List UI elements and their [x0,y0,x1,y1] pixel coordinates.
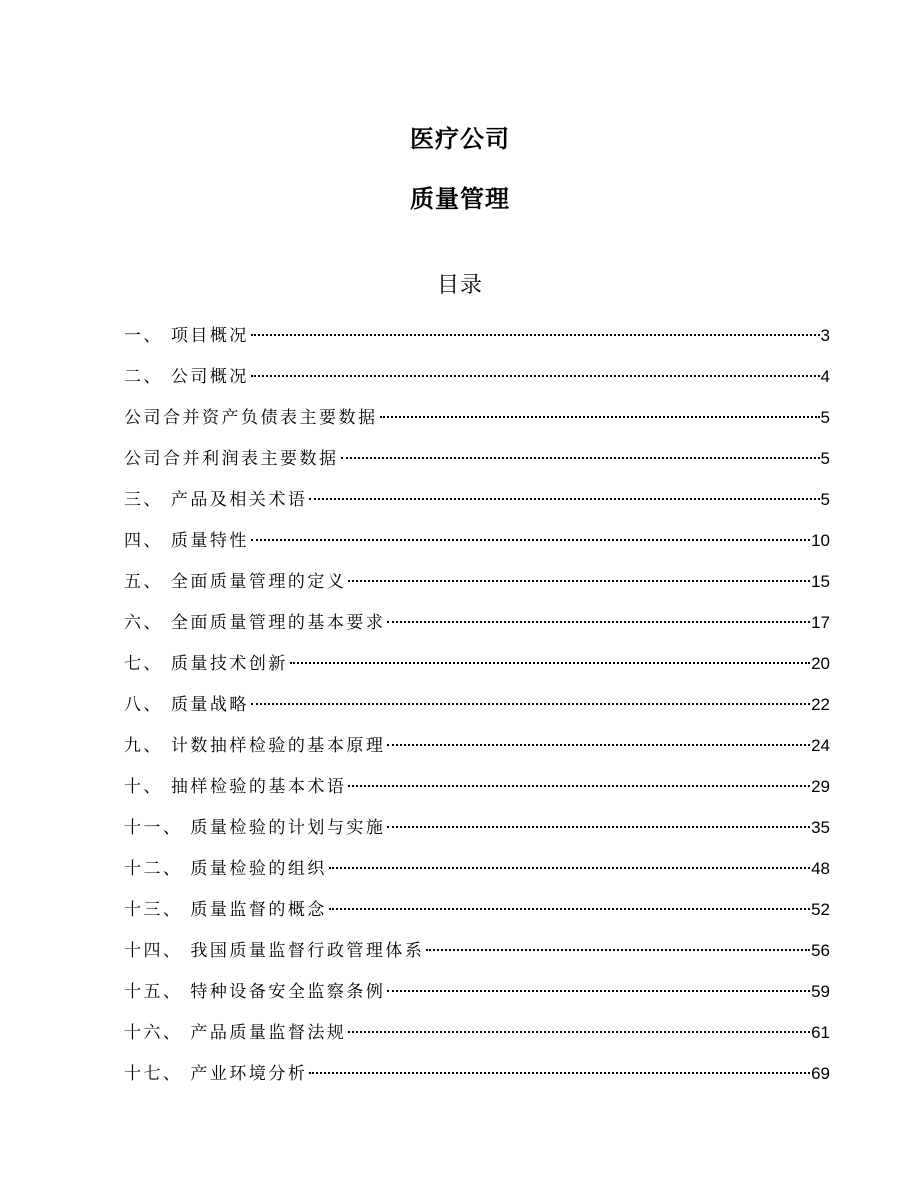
toc-entry-label: 十四、 我国质量监督行政管理体系 [124,941,425,961]
toc-dot-leader [290,662,810,664]
table-of-contents [124,322,830,1101]
toc-entry[interactable] [124,937,830,978]
toc-entry[interactable] [124,814,830,855]
toc-entry-label: 一、 项目概况 [124,326,249,346]
toc-entry-label: 十三、 质量监督的概念 [124,900,327,920]
toc-dot-leader [387,990,810,992]
toc-entry-page-number: 61 [811,1023,830,1042]
toc-entry-page-number: 29 [811,777,830,796]
toc-entry-page-number: 5 [820,449,830,468]
toc-dot-leader [426,949,810,951]
toc-dot-leader [309,1072,810,1074]
toc-entry-label: 四、 质量特性 [124,531,249,551]
toc-entry-page-number: 52 [811,900,830,919]
toc-dot-leader [251,539,810,541]
toc-entry-label: 十五、 特种设备安全监察条例 [124,982,386,1002]
toc-entry-page-number: 17 [811,613,830,632]
toc-dot-leader [348,1031,810,1033]
document-subtitle: 质量管理 [410,185,510,213]
toc-entry[interactable] [124,855,830,896]
toc-entry[interactable] [124,404,830,445]
toc-entry-label: 十、 抽样检验的基本术语 [124,777,347,797]
toc-entry-label: 八、 质量战略 [124,695,249,715]
toc-entry[interactable] [124,568,830,609]
toc-dot-leader [348,580,810,582]
toc-entry-label: 十七、 产业环境分析 [124,1064,308,1084]
toc-entry-page-number: 22 [811,695,830,714]
toc-entry-page-number: 24 [811,736,830,755]
document-title: 医疗公司 [410,125,510,153]
toc-entry-page-number: 48 [811,859,830,878]
toc-entry[interactable] [124,978,830,1019]
toc-entry-page-number: 59 [811,982,830,1001]
toc-entry-label: 十一、 质量检验的计划与实施 [124,818,386,838]
toc-dot-leader [251,703,810,705]
toc-dot-leader [387,744,810,746]
toc-dot-leader [387,621,810,623]
toc-entry[interactable] [124,486,830,527]
toc-entry-page-number: 3 [820,326,830,345]
toc-dot-leader [329,867,810,869]
toc-dot-leader [251,375,820,377]
toc-entry-label: 六、 全面质量管理的基本要求 [124,613,386,633]
toc-entry-label: 二、 公司概况 [124,367,249,387]
toc-entry-label: 五、 全面质量管理的定义 [124,572,347,592]
toc-entry-page-number: 35 [811,818,830,837]
toc-entry[interactable] [124,445,830,486]
toc-entry-page-number: 15 [811,572,830,591]
toc-entry-page-number: 4 [820,367,830,386]
toc-entry[interactable] [124,1019,830,1060]
toc-dot-leader [251,334,820,336]
toc-dot-leader [329,908,810,910]
toc-entry[interactable] [124,527,830,568]
toc-dot-leader [309,498,819,500]
toc-entry-label: 公司合并利润表主要数据 [124,449,339,469]
toc-entry[interactable] [124,1060,830,1101]
toc-entry-label: 十六、 产品质量监督法规 [124,1023,347,1043]
toc-entry-page-number: 5 [820,490,830,509]
toc-entry-page-number: 5 [820,408,830,427]
toc-entry-page-number: 69 [811,1064,830,1083]
toc-entry[interactable] [124,322,830,363]
toc-dot-leader [348,785,810,787]
toc-entry[interactable] [124,650,830,691]
toc-entry-label: 七、 质量技术创新 [124,654,288,674]
toc-dot-leader [380,416,820,418]
toc-dot-leader [341,457,820,459]
toc-entry[interactable] [124,691,830,732]
toc-entry[interactable] [124,609,830,650]
toc-entry-page-number: 56 [811,941,830,960]
toc-entry-label: 九、 计数抽样检验的基本原理 [124,736,386,756]
toc-entry-label: 公司合并资产负债表主要数据 [124,408,378,428]
toc-entry[interactable] [124,732,830,773]
toc-heading: 目录 [436,273,483,298]
toc-entry[interactable] [124,896,830,937]
toc-entry-label: 十二、 质量检验的组织 [124,859,327,879]
toc-entry-label: 三、 产品及相关术语 [124,490,308,510]
toc-entry-page-number: 20 [811,654,830,673]
toc-entry-page-number: 10 [811,531,830,550]
toc-entry[interactable] [124,363,830,404]
toc-entry[interactable] [124,773,830,814]
toc-dot-leader [387,826,810,828]
